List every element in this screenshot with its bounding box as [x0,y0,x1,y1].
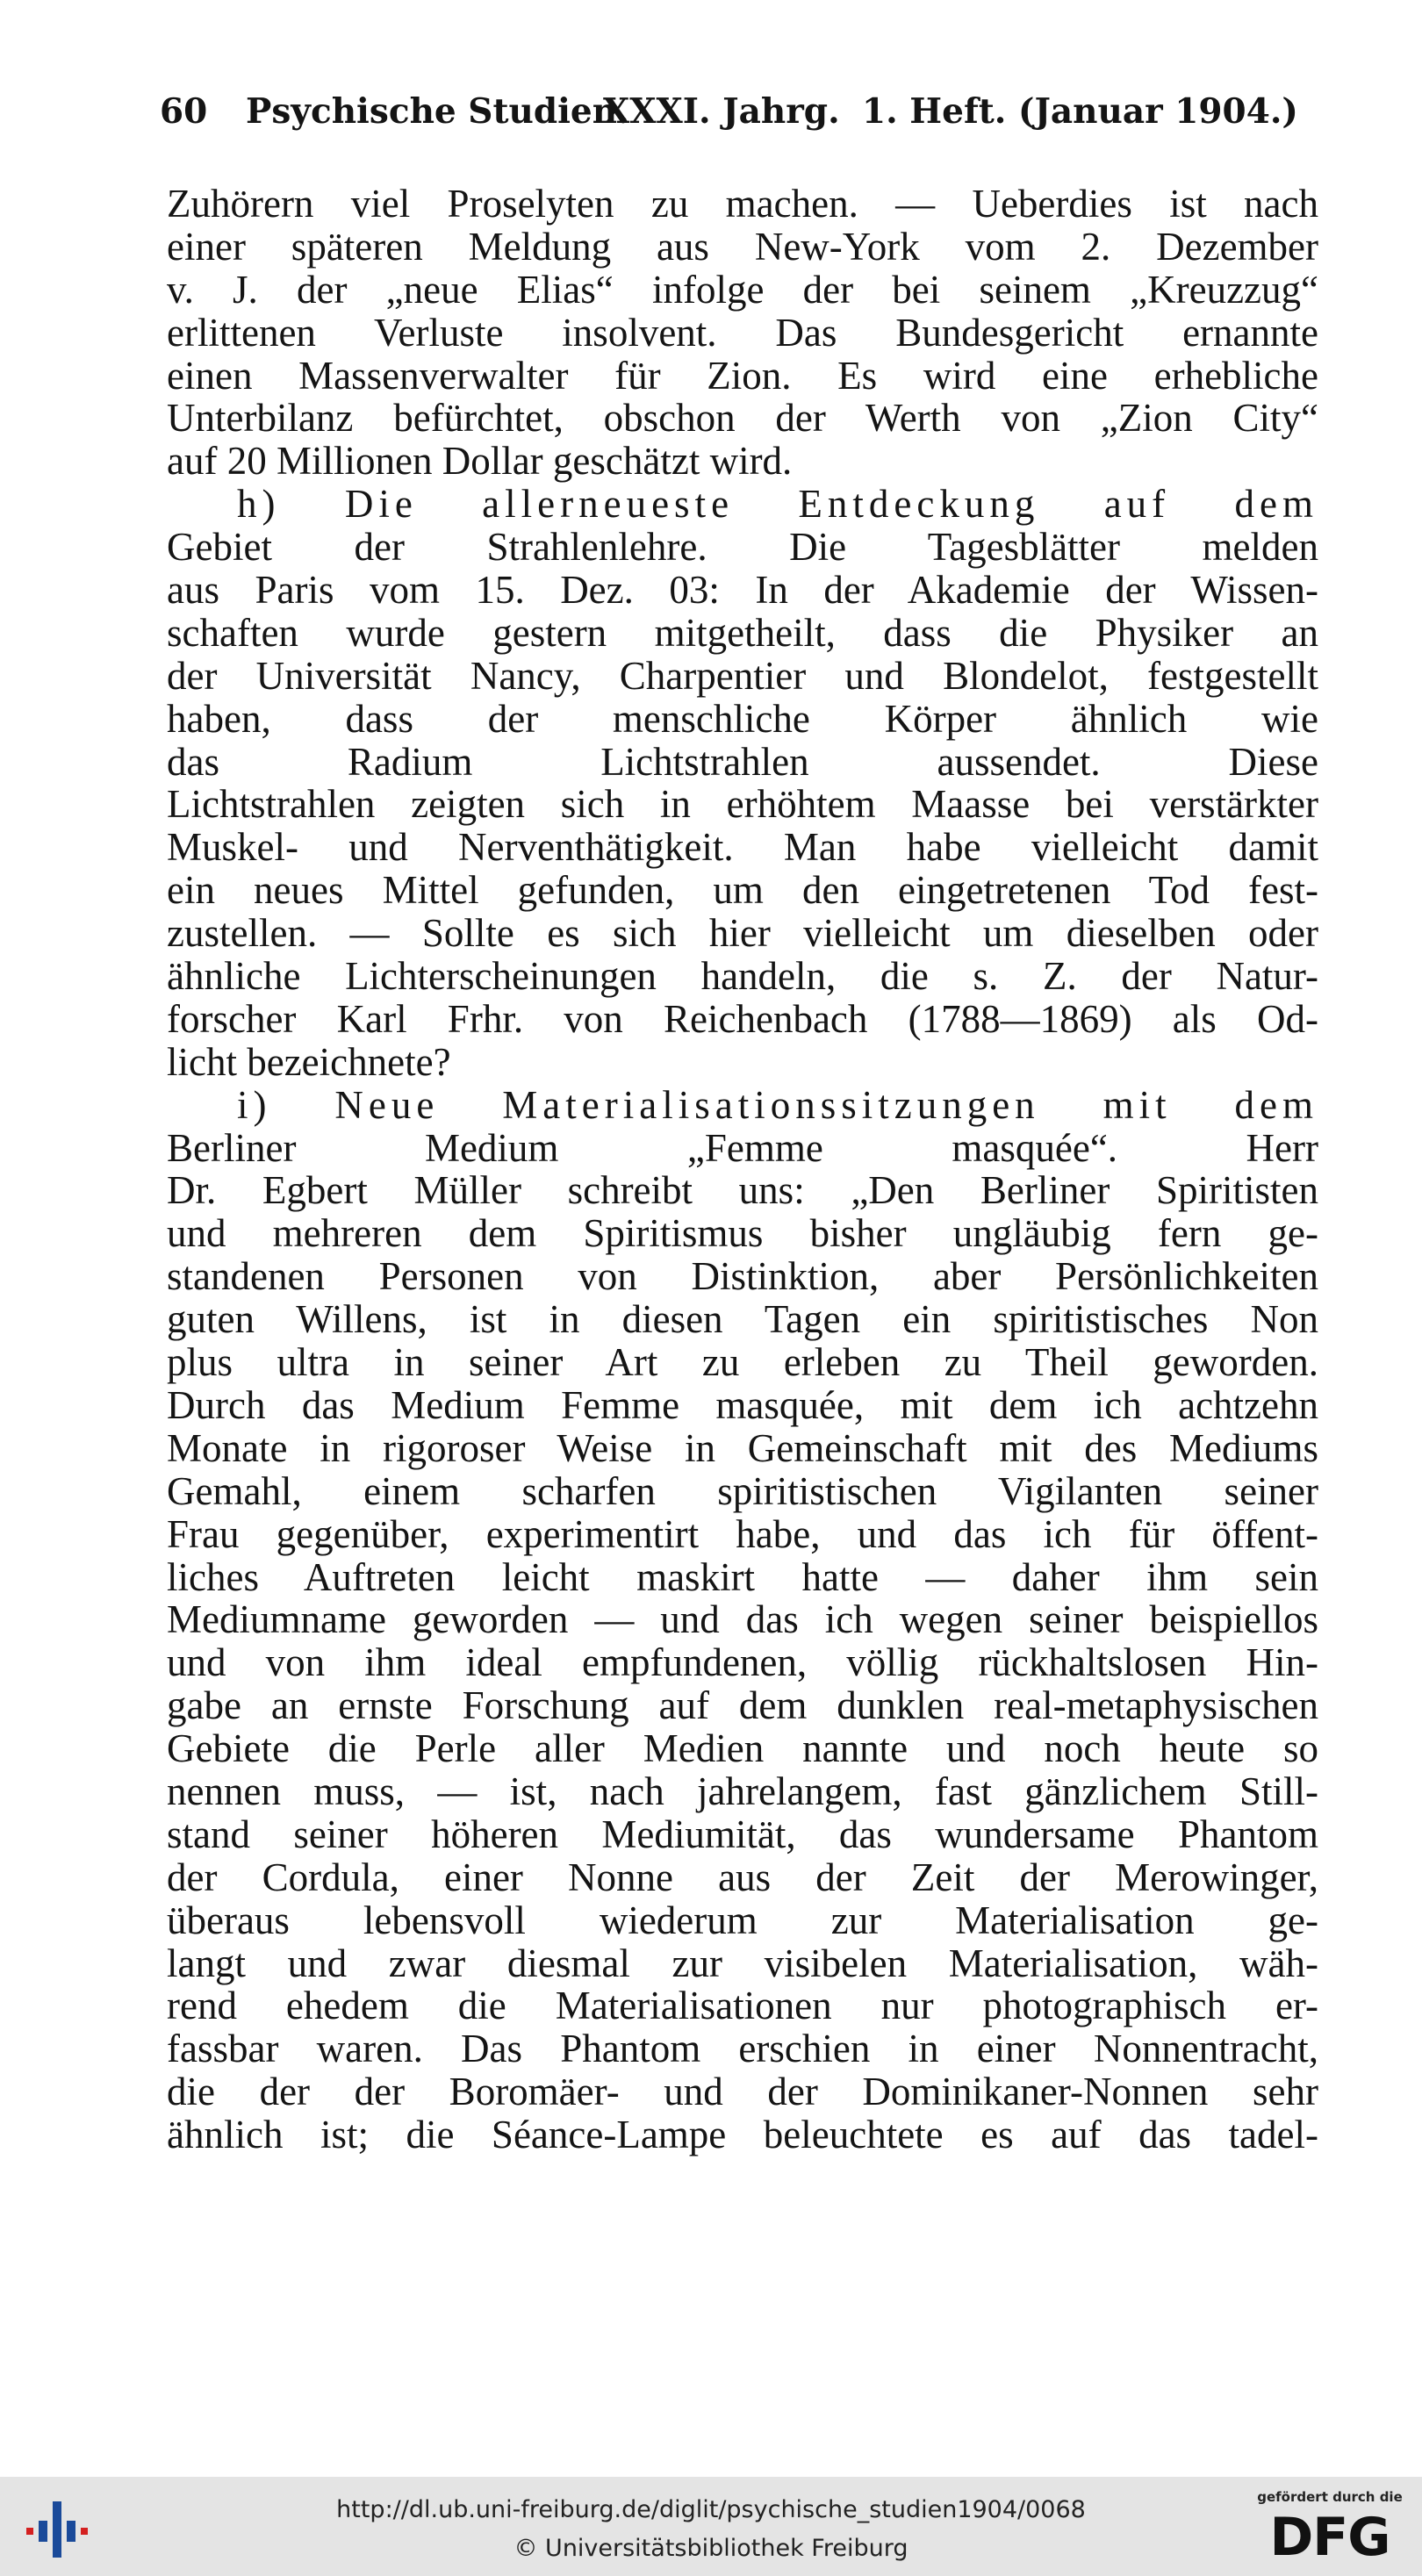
text-line: und mehreren dem Spiritismus bisher ungläubig fern ge- [167,1211,1318,1256]
text-line: Berliner Medium „Femme masquée“. Herr [167,1125,1318,1170]
text-line: Zuhörern viel Proselyten zu machen. — Ueberdies ist nach [167,182,1318,226]
text-line: überaus lebensvoll wiederum zur Materialisation ge- [167,1898,1318,1942]
text-line: Monate in rigoroser Weise in Gemeinschaft mit des Mediums [167,1425,1318,1470]
text-line: Frau gegenüber, experimentirt habe, und das ich für öffent- [167,1511,1318,1556]
text-line: plus ultra in seiner Art zu erleben zu Theil geworden. [167,1340,1318,1385]
text-line: einer späteren Meldung aus New-York vom 2. Dezember [167,224,1318,269]
text-line: ein neues Mittel gefunden, um den eingetretenen Tod fest- [167,868,1318,913]
journal-title: Psychische Studien. [246,91,629,132]
text-line: und von ihm ideal empfundenen, völlig rückhaltslosen Hin- [167,1640,1318,1685]
text-line: Unterbilanz befürchtet, obschon der Werth von „Zion City“ [167,396,1318,441]
text-line: Durch das Medium Femme masquée, mit dem ich achtzehn [167,1382,1318,1427]
copyright-text: © Universitätsbibliothek Freiburg [514,2535,908,2562]
text-line: ähnlich ist; die Séance-Lampe beleuchtete es auf das tadel- [167,2113,1318,2157]
text-line: stand seiner höheren Mediumität, das wundersame Phantom [167,1812,1318,1856]
article-text [167,183,1318,2156]
text-line: die der der Boromäer- und der Dominikaner-Nonnen sehr [167,2070,1318,2114]
issue-date: (Januar 1904.) [1018,91,1298,132]
source-url-link[interactable]: http://dl.ub.uni-freiburg.de/diglit/psychische_studien1904/0068 [336,2496,1086,2523]
text-line: erlittenen Verluste insolvent. Das Bundesgericht ernannte [167,310,1318,355]
text-line: nennen muss, — ist, nach jahrelangem, fast gänzlichem Still- [167,1769,1318,1813]
text-line: Gebiete die Perle aller Medien nannte und noch heute so [167,1726,1318,1771]
text-line: das Radium Lichtstrahlen aussendet. Diese [167,739,1318,784]
text-line: fassbar waren. Das Phantom erschien in einer Nonnentracht, [167,2027,1318,2071]
text-line: Dr. Egbert Müller schreibt uns: „Den Berliner Spiritisten [167,1168,1318,1213]
section-i-heading: i) Neue Materialisationssitzungen mit dem [237,1082,1318,1127]
text-line: langt und zwar diesmal zur visibelen Materialisation, wäh- [167,1941,1318,1985]
text-line: rend ehedem die Materialisationen nur photographisch er- [167,1984,1318,2028]
text-line: standenen Personen von Distinktion, aber Persönlichkeiten [167,1254,1318,1299]
text-line: Gemahl, einem scharfen spiritistischen Vigilanten seiner [167,1468,1318,1513]
section-h-heading: h) Die allerneueste Entdeckung auf dem [237,482,1318,527]
text-line: ähnliche Lichterscheinungen handeln, die s. Z. der Natur- [167,954,1318,999]
text-line: Muskel- und Nerventhätigkeit. Man habe vielleicht damit [167,825,1318,870]
text-line: einen Massenverwalter für Zion. Es wird eine erhebliche [167,353,1318,398]
text-line: haben, dass der menschliche Körper ähnlich wie [167,696,1318,741]
text-line: Mediumname geworden — und das ich wegen seiner beispiellos [167,1597,1318,1642]
dfg-tagline: gefördert durch die [1257,2489,1403,2505]
text-line: aus Paris vom 15. Dez. 03: In der Akademie der Wissen- [167,568,1318,613]
text-line: schaften wurde gestern mitgetheilt, dass die Physiker an [167,610,1318,655]
text-line: der Cordula, einer Nonne aus der Zeit der Merowinger, [167,1855,1318,1899]
text-line: auf 20 Millionen Dollar geschätzt wird. [167,439,793,484]
text-line: liches Auftreten leicht maskirt hatte — daher ihm sein [167,1554,1318,1599]
text-line: zustellen. — Sollte es sich hier vielleicht um dieselben oder [167,911,1318,956]
text-line: Gebiet der Strahlenlehre. Die Tagesblätter melden [167,525,1318,570]
text-line: der Universität Nancy, Charpentier und Blondelot, festgestellt [167,653,1318,698]
footer-bar [0,2477,1422,2576]
issue-label: 1. Heft. [862,91,1007,132]
page-number: 60 [160,91,208,132]
volume-label: XXXI. Jahrg. [603,91,840,132]
dfg-logo [1255,2489,1404,2570]
dfg-wordmark: DFG [1269,2507,1390,2568]
text-line: Lichtstrahlen zeigten sich in erhöhtem Maasse bei verstärkter [167,782,1318,827]
text-line: licht bezeichnete? [167,1039,451,1084]
text-line: forscher Karl Frhr. von Reichenbach (1788—1869) als Od- [167,996,1318,1041]
running-header [160,91,1301,144]
text-line: guten Willens, ist in diesen Tagen ein spiritistisches Non [167,1297,1318,1342]
text-line: v. J. der „neue Elias“ infolge der bei seinem „Kreuzzug“ [167,267,1318,312]
text-line: gabe an ernste Forschung auf dem dunklen real-metaphysischen [167,1683,1318,1728]
